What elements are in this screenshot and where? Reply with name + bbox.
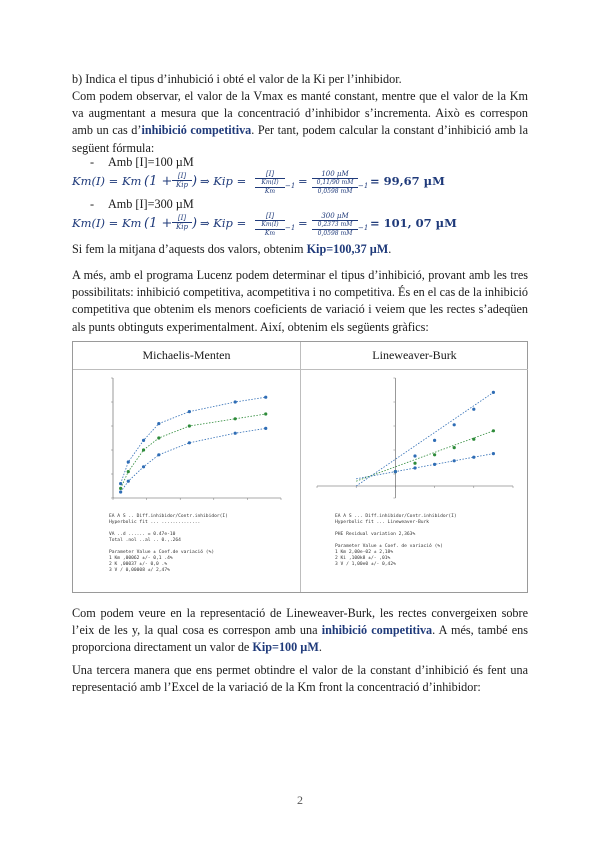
final-paragraph: Una tercera manera que ens permet obtindre el valor de la constant d’inhibició és fent una representació amb l’Excel de la variació de la Km front la concentració d’inhibidor: [72, 663, 528, 695]
mm-caption-line: 2 K ,00037 ±/- 0,0 .% [109, 562, 168, 567]
data-point [234, 417, 237, 420]
case2-label: Amb [I]=300 µM [108, 197, 194, 211]
case2-paren-open: (1 + [144, 216, 173, 231]
data-point [127, 480, 130, 483]
data-point [188, 424, 191, 427]
conclusion-paragraph [72, 605, 528, 657]
data-point [492, 452, 495, 455]
data-point [127, 460, 130, 463]
data-point [157, 422, 160, 425]
conclusion-text-1: Com podem veure en la representació de Lineweaver-Burk, les rectes convergeixen sobre l’eix de les y, la qual cosa es correspon amb una [72, 606, 528, 638]
data-point [413, 466, 416, 469]
lb-caption-line: 1 Km 2,00e-02 ± 2,18% [335, 550, 394, 555]
mm-caption-line: 1 Km ,00062 ±/- 0,1 .4% [109, 556, 173, 561]
data-point [234, 432, 237, 435]
intro-paragraph [72, 88, 528, 157]
average-paragraph [72, 241, 528, 258]
lb-caption-line: 2 Ki ,100k8 ±/- ,01% [335, 556, 391, 561]
average-kip-value: Kip=100,37 µM [306, 242, 389, 256]
case2-minus-one: −1 [285, 224, 296, 232]
lb-caption-line: 3 V / 1,00e0 ±/- 0,42% [335, 562, 396, 567]
case1-result: = 99,67 µM [370, 174, 445, 188]
mm-title: Michaelis-Menten [142, 348, 231, 362]
data-point [142, 448, 145, 451]
data-point [433, 439, 436, 442]
data-point [119, 487, 122, 490]
case2-eq: = [298, 216, 308, 230]
intro-text-2: . Per tant, podem calcular la constant d’inhibició amb la següent fórmula: [72, 123, 528, 155]
figure-divider [300, 342, 301, 592]
data-point [264, 427, 267, 430]
case1-eq: = [298, 174, 308, 188]
average-text-1: Si fem la mitjana d’aquests dos valors, obtenim [72, 242, 307, 256]
mm-caption-line: Parameter Value ± Coef.de variació (%) [109, 550, 215, 555]
lb-caption-line: Parameter Value ± Coef. de variació (%) [335, 544, 443, 549]
data-point [142, 439, 145, 442]
mm-caption-line: Hyperbolic fit ... .............. [109, 520, 201, 525]
case1-paren-close: ) [192, 174, 198, 189]
mm-caption [109, 514, 228, 574]
lucenz-paragraph: A més, amb el programa Lucenz podem determinar el tipus d’inhibició, provant amb les tres possibilitats: inhibició competitiva, acompetitiva i no competitiva. És en el cas de la inhibició competitiva que obtenim els menors coeficients de variació i veiem que les rectes s’adeqüen als punts obtinguts experimentalment. Així, obtenim els següents gràfics: [72, 268, 528, 334]
data-point [472, 456, 475, 459]
data-point [453, 446, 456, 449]
data-point [188, 410, 191, 413]
case1-frac3: 100 µM 0,11/90 mM 0,0598 mM [312, 170, 358, 196]
data-point [119, 482, 122, 485]
lineweaver-burk-chart [309, 372, 519, 512]
case2-formula [72, 212, 528, 240]
conclusion-text-2: . A més, també ens proporciona directament un valor de [72, 623, 528, 655]
michaelis-menten-chart [97, 372, 287, 512]
case2-bullet: - [90, 197, 95, 211]
page-number: 2 [297, 793, 303, 807]
case1-bullet: - [90, 155, 95, 169]
case2-arrow: ⇒ Kip = [200, 216, 247, 230]
case1-minus-one: −1 [285, 182, 296, 190]
intro-text-1: Com podem observar, el valor de la Vmax es manté constant, mentre que el valor de la Km va augmentant a mesura que la concentració d’inhibidor s’incrementa. Això es correspon amb un cas d’ [72, 89, 528, 138]
mm-caption-line: VA ..d ...... = 0.47e-10 [109, 532, 176, 537]
series-curve-2 [121, 428, 266, 492]
data-point [453, 459, 456, 462]
case1-arrow: ⇒ Kip = [200, 174, 247, 188]
data-point [433, 453, 436, 456]
case1-minus-one-b: −1 [358, 182, 369, 190]
case1-frac1: [I] Kip [172, 172, 192, 189]
case1-paren-open: (1 + [144, 174, 173, 189]
lb-caption-line: PHE Residual variation 2,363% [335, 532, 416, 537]
case2-frac1: [I] Kip [172, 214, 192, 231]
case1-lhs: Km(I) = Km [72, 174, 142, 188]
lb-title: Lineweaver-Burk [372, 348, 457, 362]
case2-frac3: 300 µM 0,2373 mM 0,0598 mM [312, 212, 358, 238]
data-point [492, 429, 495, 432]
data-point [127, 470, 130, 473]
case1-formula [72, 170, 528, 198]
data-point [264, 412, 267, 415]
figure-title-rule [73, 369, 528, 370]
case1-label: Amb [I]=100 µM [108, 155, 194, 169]
average-text-2: . [388, 242, 392, 256]
case2-minus-one-b: −1 [358, 224, 369, 232]
data-point [472, 408, 475, 411]
mm-caption-line: Total .nol ..al .. 0.,.264 [109, 538, 181, 543]
case2-result: = 101, 07 µM [370, 216, 457, 230]
data-point [264, 396, 267, 399]
data-point [433, 463, 436, 466]
data-point [188, 441, 191, 444]
case1-frac2: [I] Km(I) Km [255, 170, 285, 196]
data-point [472, 438, 475, 441]
data-point [453, 423, 456, 426]
series-curve-1 [121, 414, 266, 488]
case2-lhs: Km(I) = Km [72, 216, 142, 230]
lb-caption [335, 514, 457, 568]
intro-bold-competitive: inhibició competitiva [141, 123, 252, 138]
data-point [157, 436, 160, 439]
section-heading: b) Indica el tipus d’inhubició i obté el valor de la Ki per l’inhibidor. [72, 72, 402, 86]
data-point [413, 454, 416, 457]
mm-caption-line: EA A S .. Diff.inhibidor/Contr.inhibidor(I) [109, 514, 228, 519]
data-point [413, 462, 416, 465]
data-point [394, 470, 397, 473]
case2-paren-close: ) [192, 216, 198, 231]
conclusion-kip-value: Kip=100 µM [252, 640, 319, 655]
data-point [492, 391, 495, 394]
lb-caption-line: EA A S ... Diff.inhibidor/Contr.inhibidor(I) [335, 514, 457, 519]
conclusion-text-3: . [318, 640, 322, 655]
case2-frac2: [I] Km(I) Km [255, 212, 285, 238]
lb-caption-line: Hyperbolic fit ... Lineweaver-Burk [335, 520, 430, 525]
mm-caption-line: 3 V / 0,00008 ±/ 2,47% [109, 568, 170, 573]
data-point [157, 453, 160, 456]
data-point [142, 465, 145, 468]
data-point [119, 490, 122, 493]
figure-panel [72, 341, 528, 593]
data-point [234, 400, 237, 403]
conclusion-bold-competitive: inhibició competitiva [321, 623, 433, 638]
